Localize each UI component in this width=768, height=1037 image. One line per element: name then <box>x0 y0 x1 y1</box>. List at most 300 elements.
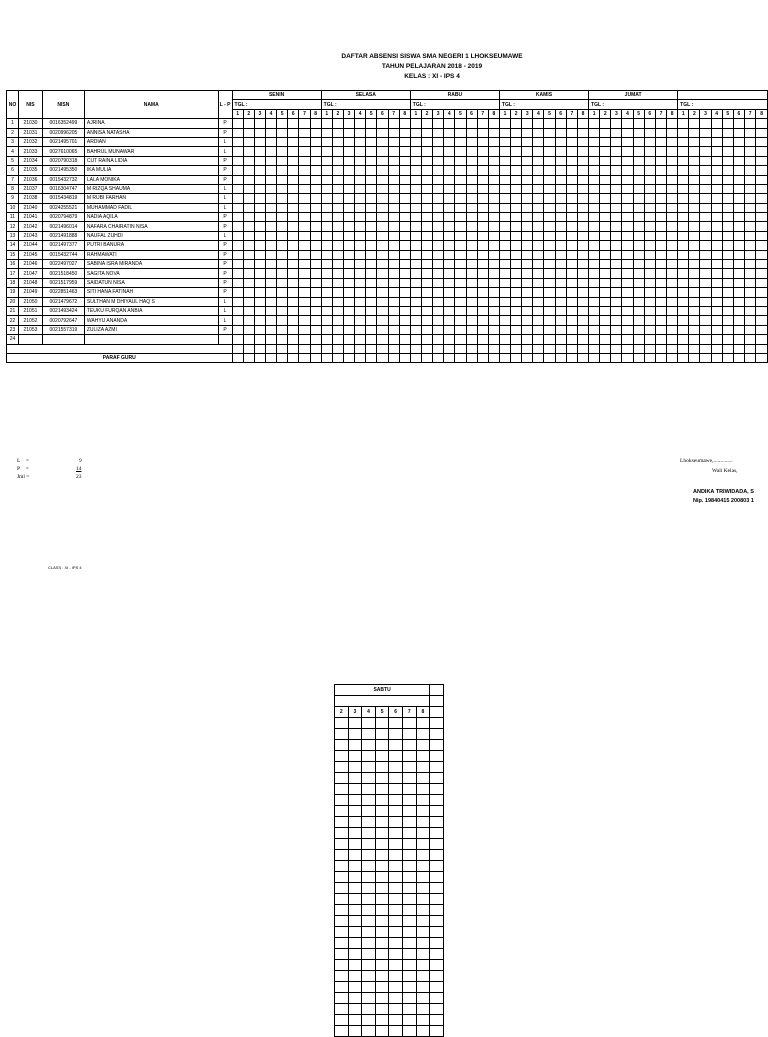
attendance-cell <box>589 250 600 259</box>
attendance-cell <box>444 231 455 240</box>
attendance-cell <box>745 137 756 146</box>
attendance-cell <box>332 194 343 203</box>
student-nis: 21041 <box>18 213 42 222</box>
attendance-cell <box>667 278 678 287</box>
attendance-cell <box>700 137 711 146</box>
attendance-cell <box>711 288 722 297</box>
saturday-cell <box>416 1004 430 1015</box>
attendance-cell <box>332 222 343 231</box>
saturday-row <box>335 949 444 960</box>
attendance-cell <box>589 297 600 306</box>
saturday-cell <box>375 949 389 960</box>
student-nisn: 0020996205 <box>42 128 84 137</box>
attendance-cell <box>678 222 689 231</box>
saturday-cell <box>416 938 430 949</box>
saturday-cell <box>348 938 362 949</box>
attendance-cell <box>310 297 321 306</box>
saturday-cell <box>362 894 376 905</box>
attendance-cell <box>711 128 722 137</box>
attendance-cell <box>421 156 432 165</box>
attendance-cell <box>589 278 600 287</box>
attendance-cell <box>399 288 410 297</box>
saturday-cell <box>389 927 403 938</box>
attendance-cell <box>711 119 722 128</box>
attendance-cell <box>722 241 733 250</box>
period-header: 1 <box>499 109 510 118</box>
attendance-cell <box>499 128 510 137</box>
attendance-cell <box>488 288 499 297</box>
saturday-cell <box>402 817 416 828</box>
attendance-cell <box>511 250 522 259</box>
student-gender: L <box>218 231 232 240</box>
attendance-cell <box>577 297 588 306</box>
period-header: 4 <box>533 109 544 118</box>
attendance-cell <box>544 184 555 193</box>
attendance-cell <box>689 344 700 353</box>
attendance-cell <box>577 231 588 240</box>
attendance-cell <box>332 278 343 287</box>
attendance-cell <box>488 175 499 184</box>
attendance-cell <box>544 297 555 306</box>
saturday-cell <box>402 916 416 927</box>
student-gender: P <box>218 250 232 259</box>
attendance-cell <box>254 260 265 269</box>
period-header: 6 <box>733 109 744 118</box>
attendance-cell <box>310 156 321 165</box>
table-row <box>7 166 768 175</box>
attendance-cell <box>633 194 644 203</box>
attendance-cell <box>399 175 410 184</box>
attendance-cell <box>355 194 366 203</box>
attendance-cell <box>522 213 533 222</box>
attendance-cell <box>265 260 276 269</box>
attendance-cell <box>733 137 744 146</box>
attendance-cell <box>555 306 566 315</box>
saturday-header: SABTU <box>335 685 430 696</box>
attendance-cell <box>511 231 522 240</box>
attendance-cell <box>232 194 243 203</box>
attendance-cell <box>265 231 276 240</box>
attendance-cell <box>332 175 343 184</box>
attendance-cell <box>254 250 265 259</box>
saturday-cell <box>402 740 416 751</box>
attendance-cell <box>421 269 432 278</box>
attendance-cell <box>622 213 633 222</box>
attendance-cell <box>678 147 689 156</box>
student-gender: P <box>218 325 232 334</box>
saturday-row <box>335 905 444 916</box>
attendance-cell <box>455 316 466 325</box>
attendance-cell <box>277 203 288 212</box>
attendance-cell <box>332 306 343 315</box>
attendance-cell <box>555 325 566 334</box>
attendance-cell <box>277 194 288 203</box>
attendance-cell <box>555 156 566 165</box>
attendance-cell <box>722 213 733 222</box>
attendance-cell <box>243 344 254 353</box>
attendance-cell <box>544 250 555 259</box>
attendance-cell <box>488 156 499 165</box>
period-header: 2 <box>600 109 611 118</box>
attendance-cell <box>745 325 756 334</box>
attendance-cell <box>299 325 310 334</box>
attendance-cell <box>733 213 744 222</box>
attendance-cell <box>522 166 533 175</box>
attendance-cell <box>232 241 243 250</box>
attendance-cell <box>722 231 733 240</box>
tgl-cell: TGL : <box>589 100 678 109</box>
saturday-cell <box>348 795 362 806</box>
student-nis: 21052 <box>18 316 42 325</box>
student-no: 16 <box>7 260 19 269</box>
attendance-cell <box>700 241 711 250</box>
attendance-cell <box>600 260 611 269</box>
attendance-cell <box>544 278 555 287</box>
attendance-cell <box>678 344 689 353</box>
paraf-cell <box>544 353 555 362</box>
attendance-cell <box>455 213 466 222</box>
attendance-cell <box>511 147 522 156</box>
attendance-cell <box>511 175 522 184</box>
attendance-cell <box>566 222 577 231</box>
paraf-cell <box>533 353 544 362</box>
attendance-cell <box>410 325 421 334</box>
attendance-cell <box>611 128 622 137</box>
saturday-cell <box>389 905 403 916</box>
attendance-cell <box>700 278 711 287</box>
attendance-cell <box>410 335 421 344</box>
attendance-cell <box>577 278 588 287</box>
attendance-cell <box>700 213 711 222</box>
day-header: SENIN <box>232 91 321 100</box>
attendance-cell <box>533 147 544 156</box>
paraf-cell <box>555 353 566 362</box>
attendance-cell <box>410 344 421 353</box>
attendance-cell <box>533 222 544 231</box>
table-row <box>7 213 768 222</box>
attendance-cell <box>466 156 477 165</box>
period-header: 7 <box>477 109 488 118</box>
attendance-cell <box>355 278 366 287</box>
attendance-cell <box>611 119 622 128</box>
saturday-row <box>335 718 444 729</box>
saturday-cell <box>362 839 376 850</box>
attendance-cell <box>410 241 421 250</box>
student-gender: L <box>218 147 232 156</box>
attendance-cell <box>332 147 343 156</box>
attendance-cell <box>477 213 488 222</box>
attendance-cell <box>655 297 666 306</box>
attendance-cell <box>566 269 577 278</box>
attendance-cell <box>667 288 678 297</box>
student-no: 4 <box>7 147 19 156</box>
student-gender: L <box>218 203 232 212</box>
attendance-cell <box>700 203 711 212</box>
attendance-cell <box>310 241 321 250</box>
saturday-cell <box>430 784 444 795</box>
saturday-cell <box>375 740 389 751</box>
saturday-cell <box>402 751 416 762</box>
saturday-cell <box>375 817 389 828</box>
saturday-cell <box>335 872 349 883</box>
attendance-cell <box>555 335 566 344</box>
attendance-cell <box>299 128 310 137</box>
attendance-cell <box>377 203 388 212</box>
attendance-cell <box>522 175 533 184</box>
paraf-cell <box>265 353 276 362</box>
student-nisn: 0021496014 <box>42 222 84 231</box>
saturday-cell <box>430 817 444 828</box>
attendance-cell <box>332 128 343 137</box>
attendance-cell <box>633 175 644 184</box>
attendance-cell <box>577 203 588 212</box>
attendance-cell <box>733 222 744 231</box>
saturday-cell <box>402 1004 416 1015</box>
attendance-cell <box>277 288 288 297</box>
period-header: 3 <box>433 109 444 118</box>
attendance-cell <box>444 166 455 175</box>
attendance-cell <box>243 137 254 146</box>
tgl-cell: TGL : <box>232 100 321 109</box>
attendance-cell <box>533 203 544 212</box>
attendance-cell <box>488 250 499 259</box>
saturday-cell <box>430 795 444 806</box>
saturday-cell <box>389 740 403 751</box>
saturday-cell <box>416 740 430 751</box>
attendance-cell <box>533 194 544 203</box>
attendance-cell <box>477 241 488 250</box>
attendance-cell <box>310 278 321 287</box>
saturday-cell <box>416 817 430 828</box>
attendance-cell <box>566 231 577 240</box>
footer-class-note: CLASS : XI - IPS 4 <box>48 565 82 570</box>
attendance-cell <box>655 269 666 278</box>
attendance-cell <box>366 306 377 315</box>
attendance-cell <box>477 175 488 184</box>
saturday-row <box>335 784 444 795</box>
attendance-cell <box>667 213 678 222</box>
attendance-cell <box>466 231 477 240</box>
student-nisn: 0016304747 <box>42 184 84 193</box>
saturday-cell <box>430 883 444 894</box>
attendance-cell <box>589 156 600 165</box>
attendance-cell <box>689 194 700 203</box>
student-name: AJRINA <box>84 119 218 128</box>
attendance-cell <box>455 137 466 146</box>
attendance-cell <box>522 335 533 344</box>
saturday-cell <box>335 1004 349 1015</box>
attendance-cell <box>377 213 388 222</box>
student-no: 23 <box>7 325 19 334</box>
attendance-cell <box>511 166 522 175</box>
attendance-cell <box>433 344 444 353</box>
signature-place: Lhokseumawe,.............. <box>680 458 733 464</box>
attendance-cell <box>277 147 288 156</box>
attendance-cell <box>343 278 354 287</box>
period-header: 6 <box>288 109 299 118</box>
attendance-cell <box>566 137 577 146</box>
saturday-cell <box>389 729 403 740</box>
attendance-cell <box>288 194 299 203</box>
attendance-cell <box>277 119 288 128</box>
col-nis-header: NIS <box>18 91 42 119</box>
attendance-cell <box>722 278 733 287</box>
student-name: NAUFAL ZUHDI <box>84 231 218 240</box>
paraf-cell <box>332 353 343 362</box>
saturday-cell <box>402 806 416 817</box>
saturday-cell <box>375 894 389 905</box>
attendance-cell <box>265 325 276 334</box>
attendance-cell <box>511 137 522 146</box>
attendance-cell <box>355 297 366 306</box>
attendance-cell <box>288 184 299 193</box>
paraf-cell <box>577 353 588 362</box>
attendance-cell <box>355 175 366 184</box>
attendance-cell <box>700 306 711 315</box>
attendance-cell <box>321 231 332 240</box>
attendance-cell <box>232 269 243 278</box>
attendance-cell <box>444 269 455 278</box>
attendance-cell <box>265 297 276 306</box>
saturday-gap-row <box>335 696 444 707</box>
attendance-cell <box>377 231 388 240</box>
attendance-cell <box>644 222 655 231</box>
student-no: 6 <box>7 166 19 175</box>
student-no: 13 <box>7 231 19 240</box>
school-year: TAHUN PELAJARAN 2018 - 2019 <box>381 63 483 70</box>
attendance-cell <box>232 288 243 297</box>
attendance-cell <box>466 288 477 297</box>
attendance-cell <box>421 175 432 184</box>
attendance-cell <box>667 250 678 259</box>
attendance-cell <box>321 297 332 306</box>
attendance-cell <box>756 184 768 193</box>
attendance-cell <box>265 203 276 212</box>
attendance-cell <box>655 166 666 175</box>
attendance-cell <box>622 250 633 259</box>
attendance-cell <box>377 184 388 193</box>
student-gender <box>218 335 232 344</box>
attendance-cell <box>745 231 756 240</box>
saturday-cell <box>402 938 416 949</box>
attendance-cell <box>410 213 421 222</box>
attendance-cell <box>633 260 644 269</box>
attendance-cell <box>277 278 288 287</box>
saturday-cell <box>335 784 349 795</box>
saturday-cell <box>375 916 389 927</box>
saturday-cell <box>362 718 376 729</box>
attendance-cell <box>622 128 633 137</box>
attendance-cell <box>377 128 388 137</box>
attendance-cell <box>655 137 666 146</box>
attendance-cell <box>444 335 455 344</box>
student-nis: 21042 <box>18 222 42 231</box>
attendance-cell <box>388 297 399 306</box>
attendance-cell <box>466 316 477 325</box>
attendance-cell <box>722 175 733 184</box>
saturday-cell <box>430 839 444 850</box>
attendance-cell <box>377 260 388 269</box>
attendance-cell <box>366 269 377 278</box>
student-nis: 21038 <box>18 194 42 203</box>
attendance-cell <box>566 316 577 325</box>
attendance-cell <box>689 297 700 306</box>
saturday-cell <box>348 1004 362 1015</box>
attendance-cell <box>611 194 622 203</box>
tgl-cell: TGL : <box>499 100 588 109</box>
attendance-cell <box>644 278 655 287</box>
saturday-table <box>334 684 444 1037</box>
saturday-cell <box>362 751 376 762</box>
attendance-cell <box>377 325 388 334</box>
attendance-cell <box>745 222 756 231</box>
attendance-cell <box>388 335 399 344</box>
attendance-cell <box>321 250 332 259</box>
attendance-cell <box>700 335 711 344</box>
attendance-cell <box>756 175 768 184</box>
attendance-cell <box>343 137 354 146</box>
saturday-cell <box>402 828 416 839</box>
attendance-cell <box>533 166 544 175</box>
attendance-cell <box>522 269 533 278</box>
attendance-cell <box>377 194 388 203</box>
attendance-cell <box>277 250 288 259</box>
attendance-cell <box>711 269 722 278</box>
period-header: 4 <box>355 109 366 118</box>
attendance-cell <box>722 269 733 278</box>
attendance-cell <box>678 288 689 297</box>
table-row <box>7 175 768 184</box>
attendance-cell <box>488 241 499 250</box>
attendance-cell <box>488 316 499 325</box>
attendance-cell <box>243 119 254 128</box>
saturday-cell <box>375 839 389 850</box>
saturday-period-header: 4 <box>362 707 376 718</box>
attendance-cell <box>622 288 633 297</box>
attendance-cell <box>466 260 477 269</box>
attendance-cell <box>366 137 377 146</box>
paraf-cell <box>388 353 399 362</box>
attendance-cell <box>232 344 243 353</box>
attendance-cell <box>232 335 243 344</box>
attendance-cell <box>733 184 744 193</box>
attendance-cell <box>756 269 768 278</box>
saturday-cell <box>375 960 389 971</box>
attendance-cell <box>366 128 377 137</box>
saturday-cell <box>430 740 444 751</box>
attendance-cell <box>589 222 600 231</box>
attendance-cell <box>332 344 343 353</box>
saturday-cell <box>430 993 444 1004</box>
period-header: 2 <box>243 109 254 118</box>
attendance-cell <box>611 184 622 193</box>
attendance-cell <box>288 288 299 297</box>
paraf-cell <box>477 353 488 362</box>
attendance-cell <box>410 184 421 193</box>
table-row <box>7 335 768 344</box>
attendance-cell <box>533 260 544 269</box>
attendance-cell <box>566 184 577 193</box>
attendance-cell <box>745 213 756 222</box>
period-header: 8 <box>577 109 588 118</box>
period-header: 3 <box>700 109 711 118</box>
signature-name: ANDIKA TRIWIDADA, S <box>693 489 754 495</box>
attendance-cell <box>243 175 254 184</box>
table-row <box>7 278 768 287</box>
attendance-cell <box>633 241 644 250</box>
attendance-cell <box>700 175 711 184</box>
attendance-cell <box>343 335 354 344</box>
